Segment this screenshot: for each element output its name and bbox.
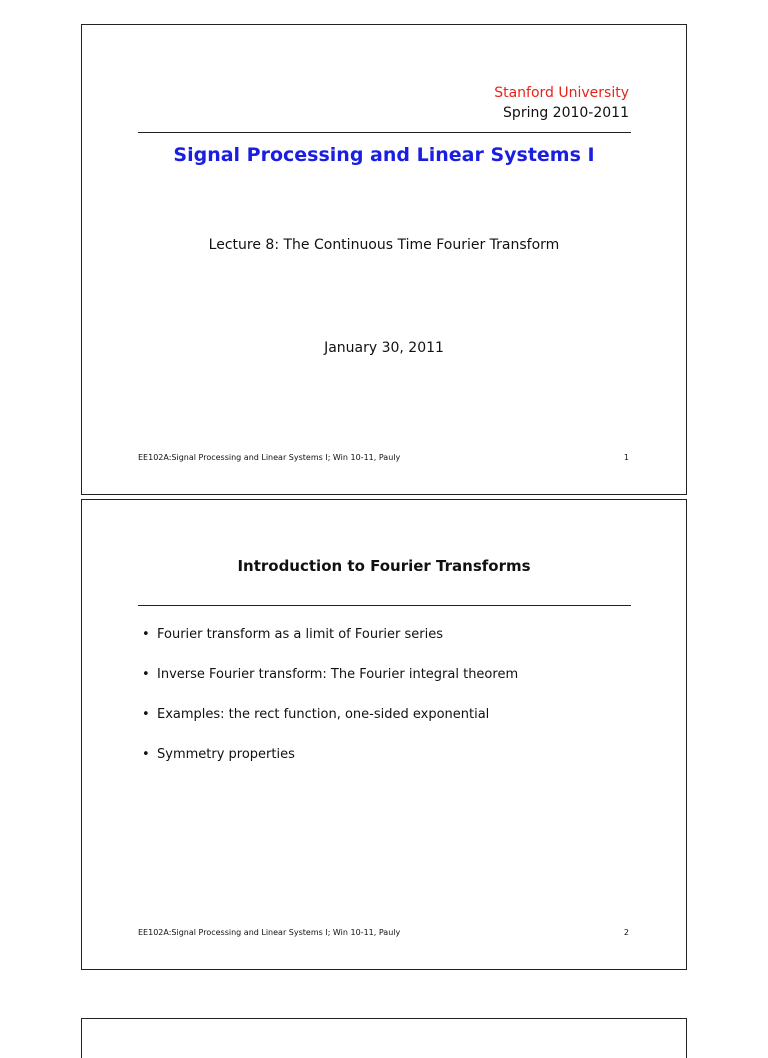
header-divider [138,132,631,133]
bullet-icon: • [142,667,150,682]
page-number: 1 [623,453,629,462]
lecture-date: January 30, 2011 [324,340,444,356]
course-title: Signal Processing and Linear Systems I [173,144,595,166]
bullet-icon: • [142,707,150,722]
institution-name: Stanford University [494,85,629,101]
bullet-text: Inverse Fourier transform: The Fourier integral theorem [157,667,519,682]
term-label: Spring 2010-2011 [503,105,629,121]
slide-3-partial [81,1018,687,1058]
lecture-subtitle: Lecture 8: The Continuous Time Fourier Transform [208,237,560,253]
list-item [142,626,518,666]
title-divider [138,605,631,606]
footer-course-text: EE102A:Signal Processing and Linear Systems I; Win 10-11, Pauly [138,928,401,937]
bullet-icon: • [142,627,150,642]
slide-title: Introduction to Fourier Transforms [237,557,531,575]
bullet-text: Fourier transform as a limit of Fourier series [157,627,443,642]
page-number: 2 [623,928,629,937]
bullet-icon: • [142,747,150,762]
bullet-text: Symmetry properties [157,747,295,762]
list-item [142,666,518,706]
institution-block [494,83,629,123]
slide-1 [81,24,687,495]
slide-footer [138,453,629,462]
bullet-text: Examples: the rect function, one-sided exponential [157,707,490,722]
list-item [142,746,518,786]
slide-2 [81,499,687,970]
bullet-list [142,626,518,786]
slide-footer [138,928,629,937]
footer-course-text: EE102A:Signal Processing and Linear Systems I; Win 10-11, Pauly [138,453,401,462]
list-item [142,706,518,746]
